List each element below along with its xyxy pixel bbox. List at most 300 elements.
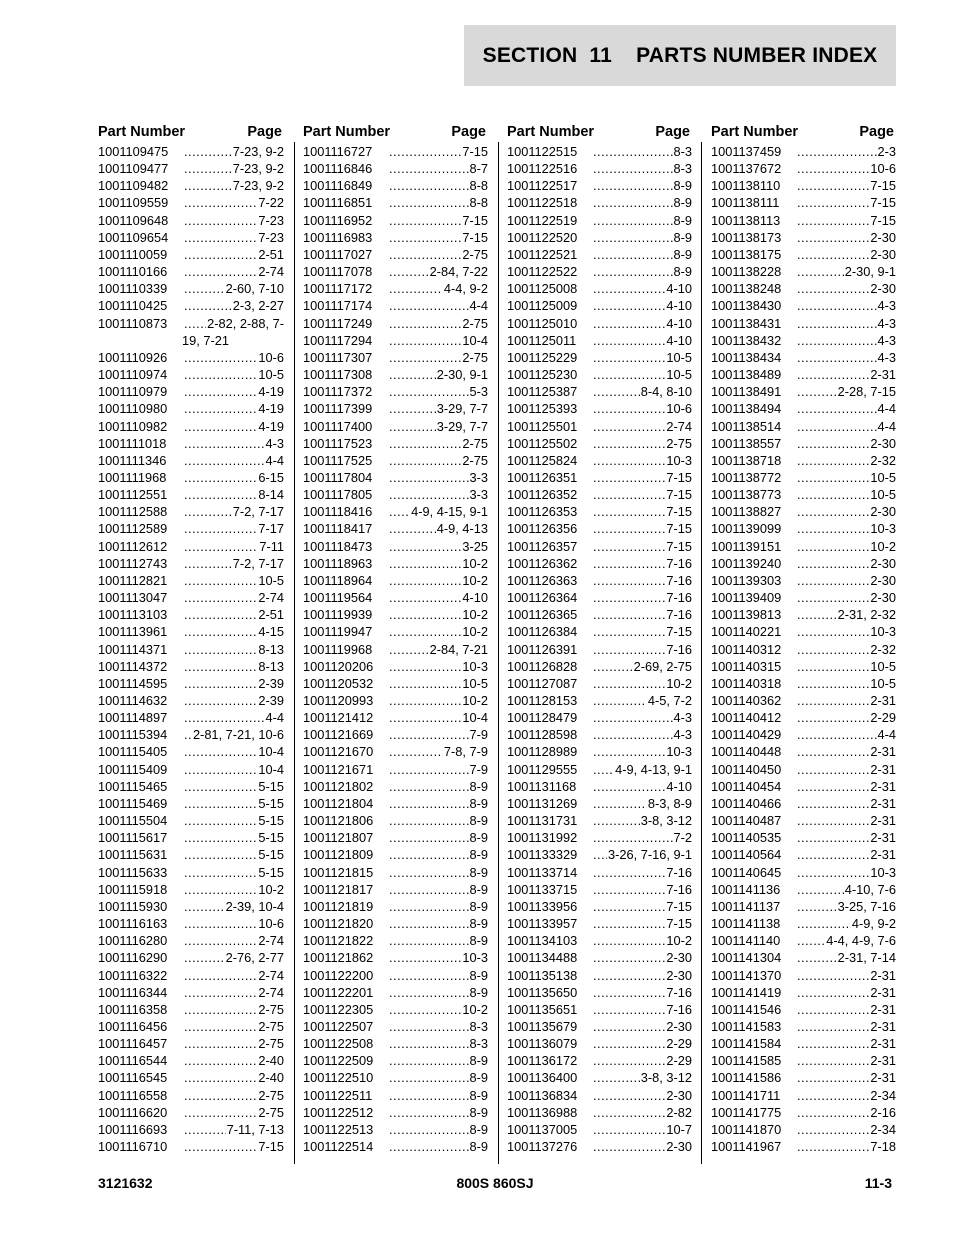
part-number: 1001136400 <box>507 1070 578 1086</box>
page-reference: 8-9 <box>673 195 692 211</box>
page-reference: 10-6 <box>870 161 896 177</box>
part-number: 1001141583 <box>711 1018 782 1034</box>
dot-leader <box>593 761 614 778</box>
dot-leader <box>184 280 225 297</box>
index-row <box>303 726 488 743</box>
page-reference: 3-29, 7-7 <box>436 418 488 434</box>
index-row <box>303 297 488 314</box>
page-reference: 2-31 <box>870 1036 896 1052</box>
part-number: 1001117525 <box>303 452 373 468</box>
index-row <box>303 520 488 537</box>
part-number: 1001141419 <box>711 984 782 1000</box>
page-ref-wrap <box>591 675 692 692</box>
part-number: 1001133957 <box>507 916 578 932</box>
page-reference: 2-76, 2-77 <box>225 950 284 966</box>
index-row <box>303 864 488 881</box>
dot-leader <box>389 829 469 846</box>
part-number: 1001117400 <box>303 418 373 434</box>
page-reference: 10-5 <box>666 349 692 365</box>
dot-leader <box>184 297 232 314</box>
index-row <box>711 366 896 383</box>
dot-leader <box>184 1104 257 1121</box>
dot-leader <box>593 778 665 795</box>
index-row <box>507 452 692 469</box>
index-row <box>507 915 692 932</box>
dot-leader <box>389 949 461 966</box>
part-number: 1001140487 <box>711 813 782 829</box>
index-column-1 <box>98 118 284 1155</box>
part-number: 1001117308 <box>303 367 373 383</box>
part-number: 1001138557 <box>711 435 782 451</box>
dot-leader <box>184 246 257 263</box>
index-row <box>507 1035 692 1052</box>
page-reference: 4-4 <box>265 710 284 726</box>
index-row <box>98 160 284 177</box>
part-number: 1001139240 <box>711 555 782 571</box>
index-row <box>711 1087 896 1104</box>
page-ref-wrap <box>795 795 896 812</box>
page-ref-wrap <box>591 280 692 297</box>
dot-leader <box>389 538 461 555</box>
dot-leader <box>184 949 225 966</box>
part-number: 1001134488 <box>507 950 578 966</box>
dot-leader <box>389 658 461 675</box>
index-row <box>303 641 488 658</box>
page-reference: 8-9 <box>469 778 488 794</box>
page-ref-wrap <box>795 1052 896 1069</box>
page-ref-wrap <box>387 280 488 297</box>
page-number: 11-3 <box>864 1175 892 1191</box>
page-reference: 10-2 <box>462 572 488 588</box>
part-number: 1001110425 <box>98 298 168 314</box>
dot-leader <box>797 1018 869 1035</box>
part-number: 1001122507 <box>303 1018 374 1034</box>
dot-leader <box>593 332 665 349</box>
index-row <box>711 658 896 675</box>
dot-leader <box>184 1121 226 1138</box>
page-reference: 2-31 <box>870 847 896 863</box>
page-reference: 3-26, 7-16, 9-1 <box>608 847 692 863</box>
part-number: 1001110980 <box>98 401 168 417</box>
dot-leader <box>184 932 257 949</box>
part-number: 1001116290 <box>98 950 168 966</box>
page-reference: 4-4 <box>877 418 896 434</box>
part-number: 1001122200 <box>303 967 374 983</box>
index-row <box>507 778 692 795</box>
index-row <box>303 1087 488 1104</box>
index-row <box>98 1069 284 1086</box>
part-number: 1001138110 <box>711 178 781 194</box>
part-number: 1001110873 <box>98 315 168 331</box>
dot-leader <box>797 297 877 314</box>
page-reference: 2-30 <box>870 229 896 245</box>
part-number: 1001125009 <box>507 298 578 314</box>
index-row <box>711 280 896 297</box>
dot-leader <box>593 675 665 692</box>
page-ref-wrap <box>591 194 692 211</box>
page-reference: 2-31 <box>870 778 896 794</box>
page-reference: 8-9 <box>469 984 488 1000</box>
page-ref-wrap <box>795 435 896 452</box>
dot-leader <box>389 795 469 812</box>
index-row <box>711 263 896 280</box>
page-ref-wrap <box>182 589 284 606</box>
page-reference: 10-5 <box>462 675 488 691</box>
page-reference: 2-29 <box>870 710 896 726</box>
page-reference: 10-3 <box>870 864 896 880</box>
dot-leader <box>797 486 869 503</box>
part-number: 1001125230 <box>507 367 578 383</box>
page-ref-wrap <box>795 675 896 692</box>
page-ref-wrap <box>591 623 692 640</box>
page-reference: 8-3, 8-9 <box>647 795 692 811</box>
index-row <box>507 1052 692 1069</box>
part-number: 1001131269 <box>507 795 578 811</box>
index-row <box>303 486 488 503</box>
index-row <box>303 194 488 211</box>
dot-leader <box>184 1069 257 1086</box>
part-number: 1001139303 <box>711 572 782 588</box>
index-row <box>507 418 692 435</box>
page-reference: 4-10, 7-6 <box>844 881 896 897</box>
page-reference: 10-4 <box>258 761 284 777</box>
page-ref-wrap <box>591 160 692 177</box>
page-reference: 7-23 <box>258 212 284 228</box>
index-row <box>98 349 284 366</box>
page-ref-wrap <box>795 726 896 743</box>
dot-leader <box>797 263 844 280</box>
part-number: 1001110974 <box>98 367 168 383</box>
page-ref-wrap <box>387 1001 488 1018</box>
page-reference: 3-3 <box>469 469 488 485</box>
page-reference: 7-15 <box>666 487 692 503</box>
dot-leader <box>389 1035 469 1052</box>
part-number: 1001138434 <box>711 349 782 365</box>
index-row <box>98 1087 284 1104</box>
page-reference: 4-3 <box>877 332 896 348</box>
index-row <box>711 297 896 314</box>
dot-leader <box>184 212 257 229</box>
section-title: SECTION 11 PARTS NUMBER INDEX <box>464 25 896 86</box>
dot-leader <box>797 349 877 366</box>
page-reference: 2-31 <box>870 967 896 983</box>
part-number: 1001122520 <box>507 229 578 245</box>
page-ref-wrap <box>387 1035 488 1052</box>
page-reference: 7-15 <box>666 469 692 485</box>
page-reference: 2-82 <box>666 1104 692 1120</box>
part-number: 1001125229 <box>507 349 578 365</box>
page-reference: 2-75 <box>258 1001 284 1017</box>
index-row <box>507 709 692 726</box>
part-number: 1001141586 <box>711 1070 782 1086</box>
index-row <box>507 898 692 915</box>
page-reference: 2-31 <box>870 1053 896 1069</box>
page-reference: 4-4, 9-2 <box>443 281 488 297</box>
index-row <box>711 400 896 417</box>
index-row <box>711 452 896 469</box>
page-ref-wrap <box>182 949 284 966</box>
page-ref-wrap <box>591 143 692 160</box>
page-ref-wrap <box>182 452 284 469</box>
dot-leader <box>389 1104 469 1121</box>
part-number: 1001125393 <box>507 401 578 417</box>
page-ref-wrap <box>795 160 896 177</box>
part-number: 1001140450 <box>711 761 782 777</box>
dot-leader <box>389 572 461 589</box>
dot-leader <box>389 212 461 229</box>
column-divider <box>701 142 702 1164</box>
dot-leader <box>797 1087 869 1104</box>
page-ref-wrap <box>795 846 896 863</box>
part-number: 1001117027 <box>303 246 373 262</box>
index-row <box>711 812 896 829</box>
page-ref-wrap <box>591 795 692 812</box>
page-ref-wrap <box>795 692 896 709</box>
page-ref-wrap <box>591 846 692 863</box>
dot-leader <box>184 743 257 760</box>
page-reference: 2-30 <box>870 555 896 571</box>
index-row <box>711 194 896 211</box>
dot-leader <box>797 160 869 177</box>
page-ref-wrap <box>795 898 896 915</box>
index-row <box>507 469 692 486</box>
part-number: 1001115633 <box>98 864 168 880</box>
index-row <box>711 246 896 263</box>
page-reference: 2-30 <box>870 435 896 451</box>
dot-leader <box>389 143 461 160</box>
page-reference: 8-9 <box>469 967 488 983</box>
part-number: 1001138827 <box>711 504 782 520</box>
page-reference: 4-19 <box>258 401 284 417</box>
dot-leader <box>389 589 461 606</box>
page-reference: 5-15 <box>258 847 284 863</box>
dot-leader <box>389 726 469 743</box>
index-row <box>303 452 488 469</box>
part-number: 1001122508 <box>303 1036 374 1052</box>
part-number: 1001121819 <box>303 898 374 914</box>
dot-leader <box>184 675 257 692</box>
dot-leader <box>389 555 461 572</box>
index-row <box>303 469 488 486</box>
page-reference: 4-3 <box>673 710 692 726</box>
page-reference: 8-9 <box>469 898 488 914</box>
index-row <box>303 658 488 675</box>
part-number: 1001138514 <box>711 418 782 434</box>
page-reference: 10-3 <box>666 744 692 760</box>
part-number: 1001116849 <box>303 178 373 194</box>
dot-leader <box>797 400 877 417</box>
index-row <box>507 383 692 400</box>
part-number: 1001141136 <box>711 881 781 897</box>
part-number: 1001138228 <box>711 264 782 280</box>
page-ref-wrap <box>795 400 896 417</box>
dot-leader <box>184 1018 257 1035</box>
dot-leader <box>797 1069 869 1086</box>
page-ref-wrap <box>182 864 284 881</box>
part-number: 1001115930 <box>98 898 168 914</box>
index-row <box>507 846 692 863</box>
page-reference: 2-3 <box>877 144 896 159</box>
part-number: 1001113103 <box>98 607 168 623</box>
dot-leader <box>797 1104 869 1121</box>
index-row <box>98 1035 284 1052</box>
index-row <box>507 606 692 623</box>
index-row <box>98 520 284 537</box>
dot-leader <box>389 229 461 246</box>
index-row <box>303 967 488 984</box>
index-row <box>711 1121 896 1138</box>
dot-leader <box>389 418 436 435</box>
dot-leader <box>184 486 257 503</box>
page-heading: Page <box>859 124 894 140</box>
dot-leader <box>184 452 265 469</box>
page-reference: 8-9 <box>469 1139 488 1155</box>
page-reference: 2-34 <box>870 1121 896 1137</box>
dot-leader <box>389 967 469 984</box>
index-row <box>303 675 488 692</box>
page-reference: 2-74 <box>258 590 284 606</box>
index-row <box>303 743 488 760</box>
page-ref-wrap <box>795 829 896 846</box>
page-reference: 4-19 <box>258 384 284 400</box>
dot-leader <box>593 812 640 829</box>
page-ref-wrap <box>591 400 692 417</box>
page-ref-wrap <box>795 538 896 555</box>
part-number: 1001121804 <box>303 795 374 811</box>
page-ref-wrap <box>182 1052 284 1069</box>
page-ref-wrap <box>387 1138 488 1155</box>
index-row <box>303 555 488 572</box>
page-ref-wrap <box>795 1138 896 1155</box>
dot-leader <box>184 1035 257 1052</box>
page-footer <box>98 1175 892 1197</box>
index-row <box>711 1052 896 1069</box>
part-number: 1001141137 <box>711 898 781 914</box>
part-number-heading: Part Number <box>507 124 595 140</box>
dot-leader <box>797 641 869 658</box>
page-ref-wrap <box>795 864 896 881</box>
part-number: 1001116545 <box>98 1070 168 1086</box>
index-row <box>303 246 488 263</box>
page-reference: 2-30 <box>666 950 692 966</box>
page-reference: 6-15 <box>258 469 284 485</box>
part-number: 1001138773 <box>711 487 782 503</box>
part-number: 1001140645 <box>711 864 782 880</box>
index-row <box>711 383 896 400</box>
part-number: 1001121412 <box>303 710 374 726</box>
page-reference: 10-7 <box>666 1121 692 1137</box>
page-ref-wrap <box>795 915 896 932</box>
page-ref-wrap <box>182 435 284 452</box>
index-row <box>303 418 488 435</box>
page-ref-wrap <box>591 1001 692 1018</box>
dot-leader <box>184 881 257 898</box>
part-number: 1001141584 <box>711 1036 782 1052</box>
page-reference: 2-31, 7-14 <box>837 950 896 966</box>
dot-leader <box>593 623 665 640</box>
dot-leader <box>184 898 225 915</box>
page-ref-wrap <box>182 898 284 915</box>
index-row <box>98 589 284 606</box>
dot-leader <box>593 160 673 177</box>
dot-leader <box>797 280 869 297</box>
page-reference: 4-10 <box>462 590 488 606</box>
dot-leader <box>797 967 869 984</box>
page-reference: 2-31 <box>870 693 896 708</box>
index-row <box>98 246 284 263</box>
page-reference: 7-16 <box>666 641 692 657</box>
index-row <box>711 229 896 246</box>
dot-leader <box>389 400 436 417</box>
dot-leader <box>184 366 257 383</box>
dot-leader <box>389 520 436 537</box>
index-row <box>303 846 488 863</box>
part-number: 1001128989 <box>507 744 578 760</box>
page-reference: 2-75 <box>462 246 488 262</box>
part-number: 1001141775 <box>711 1104 782 1120</box>
part-number: 1001117307 <box>303 349 373 365</box>
page-ref-wrap <box>182 418 284 435</box>
index-row <box>303 143 488 160</box>
dot-leader <box>593 246 673 263</box>
page-reference: 2-60, 7-10 <box>225 281 284 297</box>
part-number: 1001117249 <box>303 315 373 331</box>
page-ref-wrap <box>591 761 692 778</box>
page-ref-wrap <box>387 623 488 640</box>
dot-leader <box>389 469 469 486</box>
index-row <box>98 864 284 881</box>
index-row <box>711 177 896 194</box>
dot-leader <box>389 194 469 211</box>
index-row <box>303 1052 488 1069</box>
page-ref-wrap <box>182 1104 284 1121</box>
page-reference: 7-8, 7-9 <box>443 744 488 760</box>
page-reference: 2-75 <box>462 435 488 451</box>
index-row <box>98 778 284 795</box>
part-number: 1001136834 <box>507 1087 578 1103</box>
page-ref-wrap <box>182 1069 284 1086</box>
part-number: 1001118417 <box>303 521 373 537</box>
page-reference: 7-9 <box>469 761 488 777</box>
page-ref-wrap <box>387 520 488 537</box>
part-number: 1001116280 <box>98 933 168 949</box>
dot-leader <box>184 658 257 675</box>
part-number: 1001116456 <box>98 1018 168 1034</box>
dot-leader <box>593 400 665 417</box>
page-reference: 10-4 <box>462 332 488 348</box>
page-reference: 2-32 <box>870 641 896 657</box>
part-number: 1001139099 <box>711 521 782 537</box>
page-heading: Page <box>451 124 486 140</box>
page-reference: 4-5, 7-2 <box>647 693 692 708</box>
index-row <box>303 400 488 417</box>
index-row <box>711 778 896 795</box>
index-row <box>98 949 284 966</box>
page-ref-wrap <box>795 761 896 778</box>
page-reference-continued: 19, 7-21 <box>182 332 229 348</box>
dot-leader <box>593 915 665 932</box>
part-number: 1001115394 <box>98 727 168 743</box>
index-row <box>303 280 488 297</box>
index-row <box>303 589 488 606</box>
dot-leader <box>797 606 837 623</box>
page-ref-wrap <box>795 932 896 949</box>
dot-leader <box>593 503 665 520</box>
page-reference: 2-51 <box>258 246 284 262</box>
part-number: 1001121806 <box>303 813 374 829</box>
index-row <box>507 486 692 503</box>
index-column-3 <box>507 118 692 1155</box>
